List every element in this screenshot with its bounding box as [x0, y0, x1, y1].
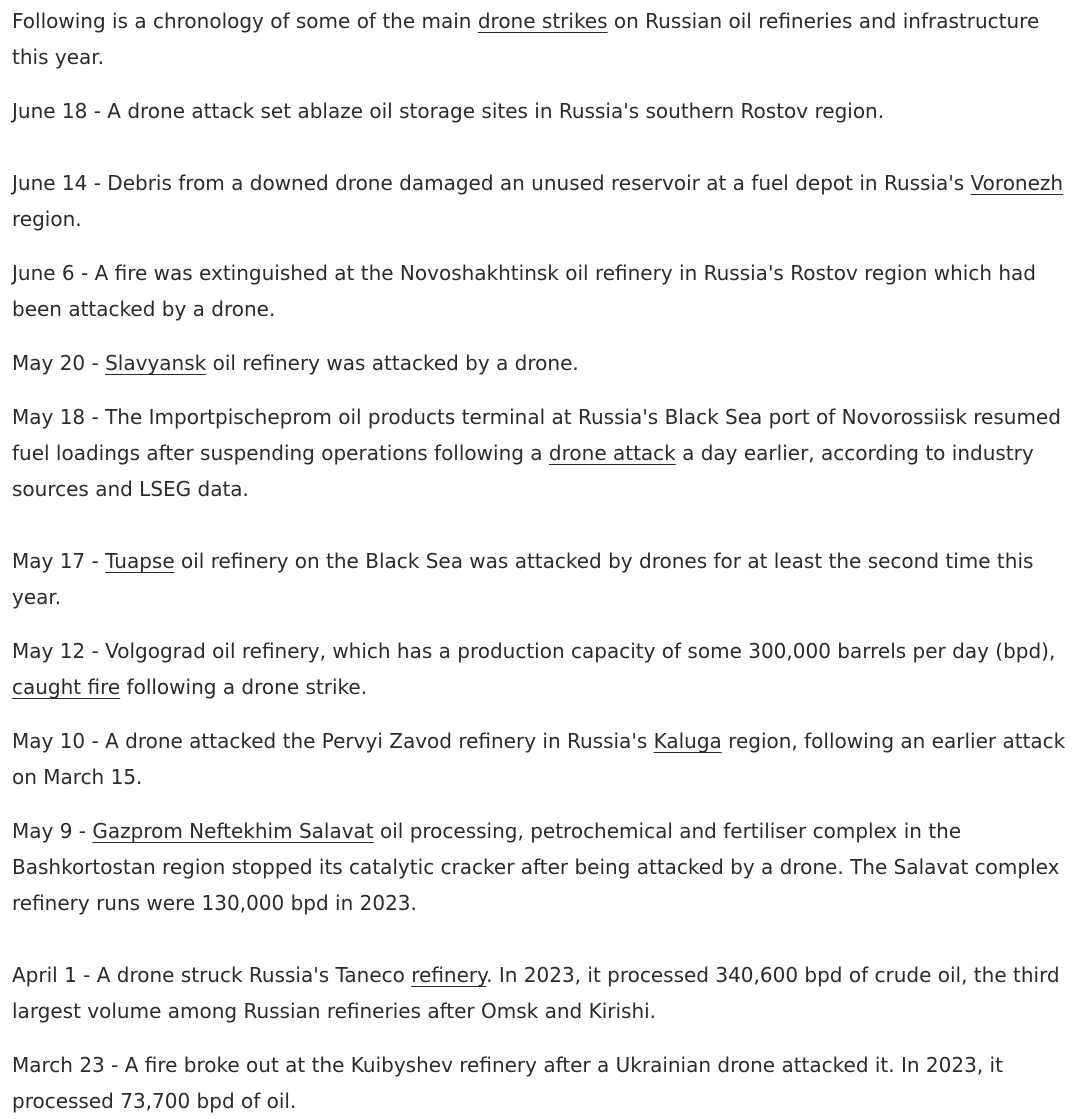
- gazprom-neftekhim-salavat-link[interactable]: Gazprom Neftekhim Salavat: [92, 819, 374, 843]
- drone-strikes-link[interactable]: drone strikes: [477, 9, 608, 33]
- entry-text-after: oil refinery was attacked by a drone.: [206, 351, 579, 375]
- slavyansk-link[interactable]: Slavyansk: [105, 351, 207, 375]
- entry-march-23: March 23 - A fire broke out at the Kuibyshev refinery after a Ukrainian drone attacked it. In 2023, it processed 73,700 bpd of oil.: [12, 1053, 1003, 1113]
- entry-text-after: following a drone strike.: [120, 675, 368, 699]
- entry-text-before: May 12 - Volgograd oil refinery, which has a production capacity of some 300,000 barrels per day (bpd),: [12, 639, 1056, 663]
- entry-may-10: [12, 723, 1074, 795]
- entry-text-after: region.: [12, 207, 82, 231]
- entry-text-before: April 1 - A drone struck Russia's Taneco: [12, 963, 412, 987]
- entry-text-after: region, following an earlier attack on March 15.: [12, 729, 1066, 789]
- entry-june-6: June 6 - A fire was extinguished at the Novoshakhtinsk oil refinery in Russia's Rostov region which had been attacked by a drone.: [12, 261, 1036, 321]
- intro-paragraph: [12, 3, 1074, 75]
- entry-text-after: oil processing, petrochemical and fertiliser complex in the Bashkortostan region stopped its catalytic cracker after being attacked by a drone. The Salavat complex refinery runs were 130,000 bpd in 2023.: [12, 819, 1060, 915]
- entry-may-9: [12, 813, 1074, 921]
- entry-april-1: [12, 957, 1074, 1029]
- entry-text-before: May 18 - The Importpischeprom oil products terminal at Russia's Black Sea port of Novorossiisk resumed fuel loadings after suspending operations following a: [12, 405, 1061, 465]
- entry-may-18: [12, 399, 1074, 507]
- entry-text-before: May 10 - A drone attacked the Pervyi Zavod refinery in Russia's: [12, 729, 654, 753]
- entry-text-after: oil refinery on the Black Sea was attacked by drones for at least the second time this year.: [12, 549, 1034, 609]
- entry-may-17: [12, 543, 1074, 615]
- refinery-link[interactable]: refinery: [411, 963, 487, 987]
- entry-text-before: June 14 - Debris from a downed drone damaged an unused reservoir at a fuel depot in Russia's: [12, 171, 971, 195]
- kaluga-link[interactable]: Kaluga: [653, 729, 722, 753]
- entry-june-18: June 18 - A drone attack set ablaze oil storage sites in Russia's southern Rostov region.: [12, 99, 885, 123]
- voronezh-link[interactable]: Voronezh: [970, 171, 1064, 195]
- intro-text-before: Following is a chronology of some of the main: [12, 9, 478, 33]
- caught-fire-link[interactable]: caught fire: [12, 675, 121, 699]
- entry-text-before: May 17 -: [12, 549, 106, 573]
- entry-may-20: [12, 345, 1074, 381]
- drone-attack-link[interactable]: drone attack: [548, 441, 676, 465]
- entry-may-12: [12, 633, 1074, 705]
- entry-text-before: May 20 -: [12, 351, 106, 375]
- entry-text-after: . In 2023, it processed 340,600 bpd of crude oil, the third largest volume among Russian refineries after Omsk and Kirishi.: [12, 963, 1060, 1023]
- intro-text-after: on Russian oil refineries and infrastructure this year.: [12, 9, 1040, 69]
- entry-text-before: May 9 -: [12, 819, 93, 843]
- entry-text-after: a day earlier, according to industry sources and LSEG data.: [12, 441, 1034, 501]
- tuapse-link[interactable]: Tuapse: [105, 549, 175, 573]
- entry-june-14: [12, 165, 1074, 237]
